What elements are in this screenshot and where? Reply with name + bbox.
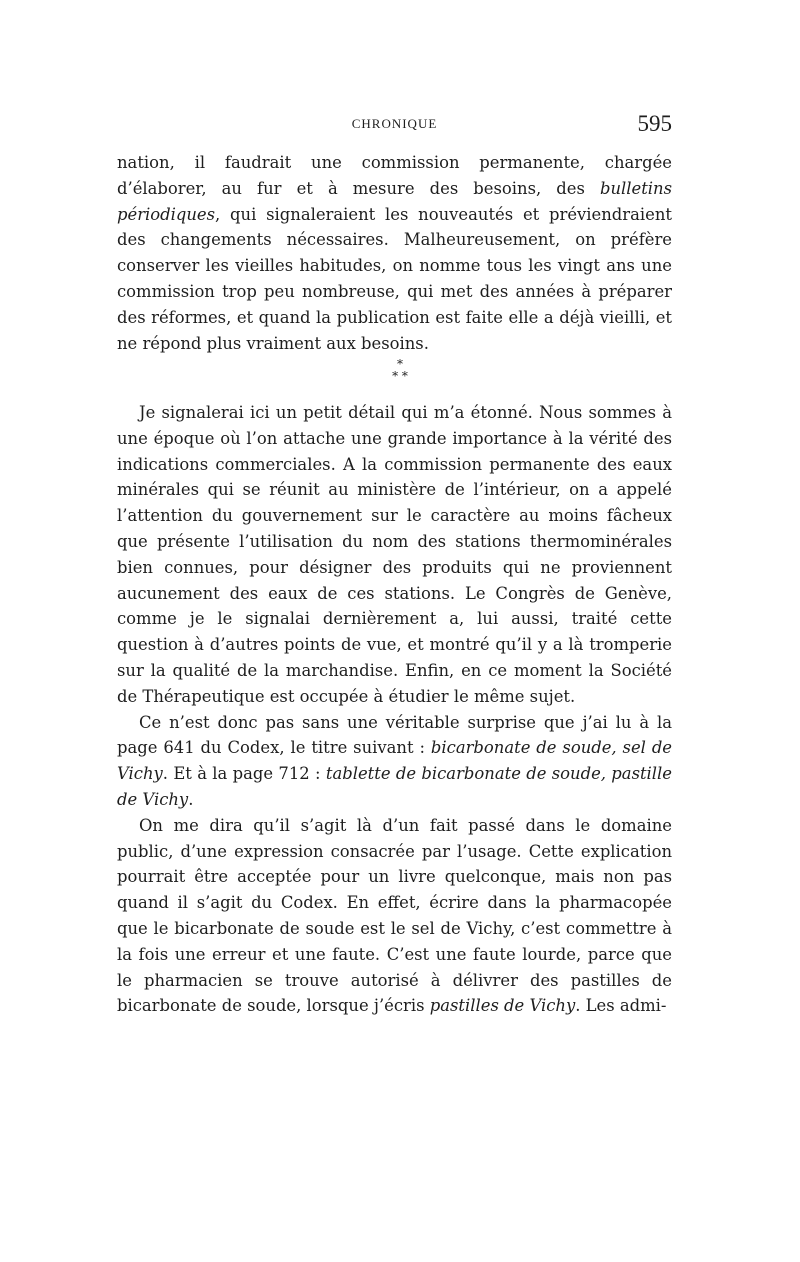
paragraph-3-text-c: . Et à la page 712 : xyxy=(162,764,326,784)
paragraph-1-text-c: , qui signaleraient les nouveautés et préviendraient des changements nécessaires. Malheureusement, on préfère conserver les vieilles habitudes, on nomme tous les vingt ans une commission trop peu nombreuse, qui met des années à préparer des réformes, et quand la publication est faite elle a déjà vieilli, et ne répond plus vraiment aux besoins. xyxy=(117,204,672,353)
paragraph-3 xyxy=(117,710,672,813)
paragraph-3-text-a: Ce n’est donc pas sans une véritable surprise que j’ai lu à la page 641 du Codex, le titre suivant : xyxy=(117,712,672,758)
body-text-top xyxy=(117,150,672,356)
page-header xyxy=(117,113,672,137)
paragraph-1-italic: bulletins périodiques xyxy=(117,178,672,224)
asterism-bottom-stars: * * xyxy=(392,369,408,383)
paragraph-2: Je signalerai ici un petit détail qui m’a étonné. Nous sommes à une époque où l’on attache une grande importance à la vérité des indications commerciales. A la commission permanente des eaux minérales qui se réunit au ministère de l’intérieur, on a appelé l’attention du gouvernement sur le caractère au moins fâcheux que présente l’utilisation du nom des stations thermominérales bien connues, pour désigner des produits qui ne proviennent aucunement des eaux de ces stations. Le Congrès de Genève, comme je le signalai dernièrement a, lui aussi, traité cette question à d’autres points de vue, et montré qu’il y a là tromperie sur la qualité de la marchandise. Enfin, en ce moment la Société de Thérapeutique est occupée à étudier le même sujet. xyxy=(117,403,672,706)
paragraph-3-italic-2: tablette de bicarbonate de soude, pastille de Vichy xyxy=(117,764,672,809)
paragraph-4-text-c: . Les admi- xyxy=(575,996,667,1016)
paragraph-1 xyxy=(117,150,672,356)
asterism xyxy=(0,358,800,382)
page-number: 595 xyxy=(637,111,672,136)
asterism-top-star: * xyxy=(397,357,403,371)
paragraph-4-italic: pastilles de Vichy xyxy=(429,996,576,1016)
paragraph-3-italic-1: bicarbonate de soude, sel de Vichy xyxy=(117,738,673,784)
paragraph-4 xyxy=(117,813,672,1019)
running-head: CHRONIQUE xyxy=(351,116,438,131)
paragraph-3-text-e: . xyxy=(188,789,194,809)
body-text-main xyxy=(117,400,672,1019)
paragraph-1-text-a: nation, il faudrait une commission permanente, chargée d’élaborer, au fur et à mesure des besoins, des xyxy=(117,153,672,198)
paragraph-4-text-a: On me dira qu’il s’agit là d’un fait passé dans le domaine public, d’une expression consacrée par l’usage. Cette explication pourrait être acceptée pour un livre quelconque, mais non pas quand il s’agit du Codex. En effet, écrire dans la pharmacopée que le bicarbonate de soude est le sel de Vichy, c’est commettre à la fois une erreur et une faute. C’est une faute lourde, parce que le pharmacien se trouve autorisé à délivrer des pastilles de bicarbonate de soude, lorsque j’écris xyxy=(117,815,672,1016)
